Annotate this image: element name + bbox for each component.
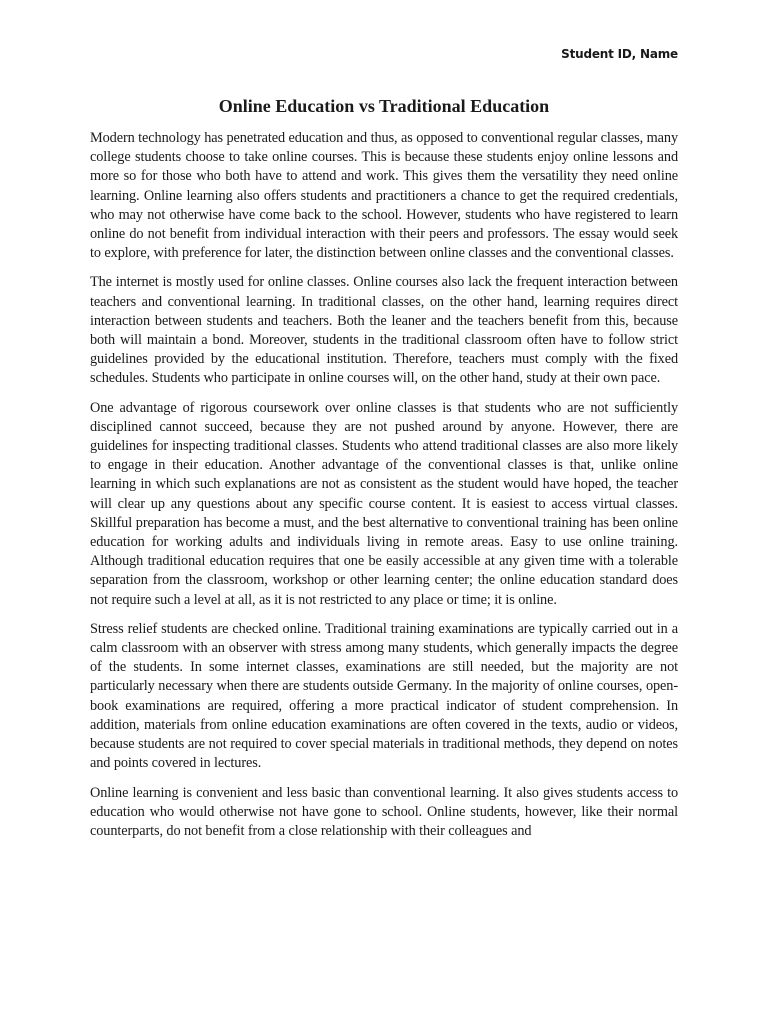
student-id-header: Student ID, Name: [561, 47, 678, 61]
paragraph: The internet is mostly used for online classes. Online courses also lack the frequent interaction between teachers and conventional learning. In traditional classes, on the other hand, learning requires direct interaction between students and teachers. Both the leaner and the teachers benefit from this, because both will maintain a bond. Moreover, students in the traditional classroom often have to follow strict guidelines provided by the educational institution. Therefore, teachers must comply with the fixed schedules. Students who participate in online courses will, on the other hand, study at their own pace.: [90, 274, 678, 387]
paragraph: Stress relief students are checked online. Traditional training examinations are typically carried out in a calm classroom with an observer with stress among many students, which generally impacts the degree of the students. In some internet classes, examinations are still needed, but the majority are not particularly necessary when there are students outside Germany. In the majority of online courses, open-book examinations are required, offering a more practical indicator of student comprehension. In addition, materials from online education examinations are often covered in the texts, audio or videos, because students are not required to cover special materials in traditional methods, they depend on notes and points covered in lectures.: [90, 620, 678, 772]
paragraph: One advantage of rigorous coursework over online classes is that students who are not sufficiently disciplined cannot succeed, because they are not pushed around by anyone. However, there are guidelines for inspecting traditional classes. Students who attend traditional classes are also more likely to engage in their education. Another advantage of the conventional classes is that, unlike online learning in which such explanations are not as consistent as the student would have hoped, the teacher will clear up any questions about any specific course content. It is easiest to access virtual classes. Skillful preparation has become a must, and the best alternative to conventional training has been online education for working adults and individuals living in remote areas. Easy to use online training. Although traditional education requires that one be easily accessible at any given time with a tolerable separation from the classroom, workshop or other learning center; the online education standard does not require such a level at all, as it is not restricted to any place or time; it is online.: [90, 399, 678, 608]
document-title: Online Education vs Traditional Education: [218, 96, 550, 116]
paragraph: Online learning is convenient and less basic than conventional learning. It also gives students access to education who would otherwise not have gone to school. Online students, however, like their normal counterparts, do not benefit from a close relationship with their colleagues and: [90, 784, 678, 839]
paragraph: Modern technology has penetrated education and thus, as opposed to conventional regular classes, many college students choose to take online courses. This is because these students enjoy online lessons and more so for those who both have to attend and work. This gives them the versatility they need online learning. Online learning also offers students and practitioners a chance to get the required credentials, who may not otherwise have come back to the school. However, students who have registered to learn online do not benefit from individual interaction with their peers and professors. The essay would seek to explore, with preference for later, the distinction between online classes and the conventional classes.: [90, 130, 678, 262]
document-body: [90, 129, 678, 851]
